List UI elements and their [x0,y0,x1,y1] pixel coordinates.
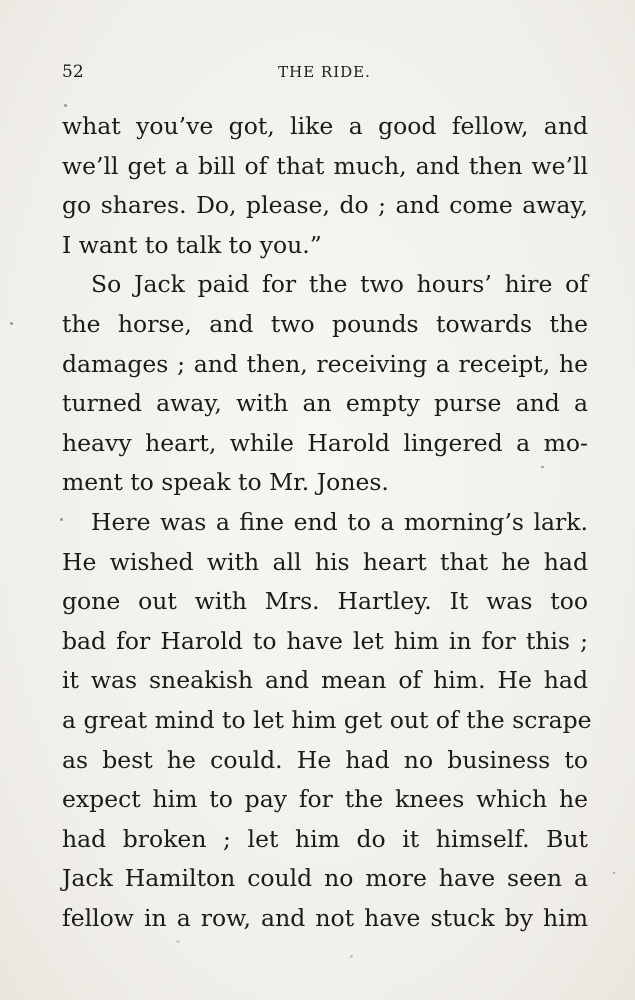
text-line: He wished with all his heart that he had [62,547,588,576]
text-line: turned away, with an empty purse and a [62,389,588,418]
paper-speck [541,466,544,468]
text-line: had broken ; let him do it himself. But [62,824,588,853]
text-line: ment to speak to Mr. Jones. [62,468,389,497]
running-head: THE RIDE. [278,63,371,81]
text-line: Jack Hamilton could no more have seen a [62,864,588,893]
paper-speck [350,955,353,958]
text-line: it was sneakish and mean of him. He had [62,666,588,695]
page-number: 52 [62,62,84,82]
paper-speck [10,322,13,325]
page-header [62,62,587,86]
text-line: I want to talk to you.” [62,230,322,259]
paragraph-start-line: So Jack paid for the two hours’ hire of [91,270,588,299]
paper-speck [613,872,615,874]
text-line: a great mind to let him get out of the scrape [62,705,592,734]
paper-speck [64,104,67,107]
text-line: fellow in a row, and not have stuck by him [62,903,588,932]
text-line: damages ; and then, receiving a receipt, he [62,349,588,378]
text-line: as best he could. He had no business to [62,745,588,774]
body-text [62,107,592,938]
text-line: heavy heart, while Harold lingered a mo- [62,428,588,457]
paragraph-start-line: Here was a fine end to a morning’s lark. [91,507,588,536]
text-line: we’ll get a bill of that much, and then we’ll [62,151,588,180]
text-line: the horse, and two pounds towards the [62,309,588,338]
text-line: bad for Harold to have let him in for this ; [62,626,588,655]
paper-speck [60,518,63,521]
text-line: what you’ve got, like a good fellow, and [62,112,588,140]
paper-speck [176,940,180,943]
text-line: gone out with Mrs. Hartley. It was too [62,587,588,616]
text-line: expect him to pay for the knees which he [62,785,588,814]
text-line: go shares. Do, please, do ; and come away, [62,191,588,220]
